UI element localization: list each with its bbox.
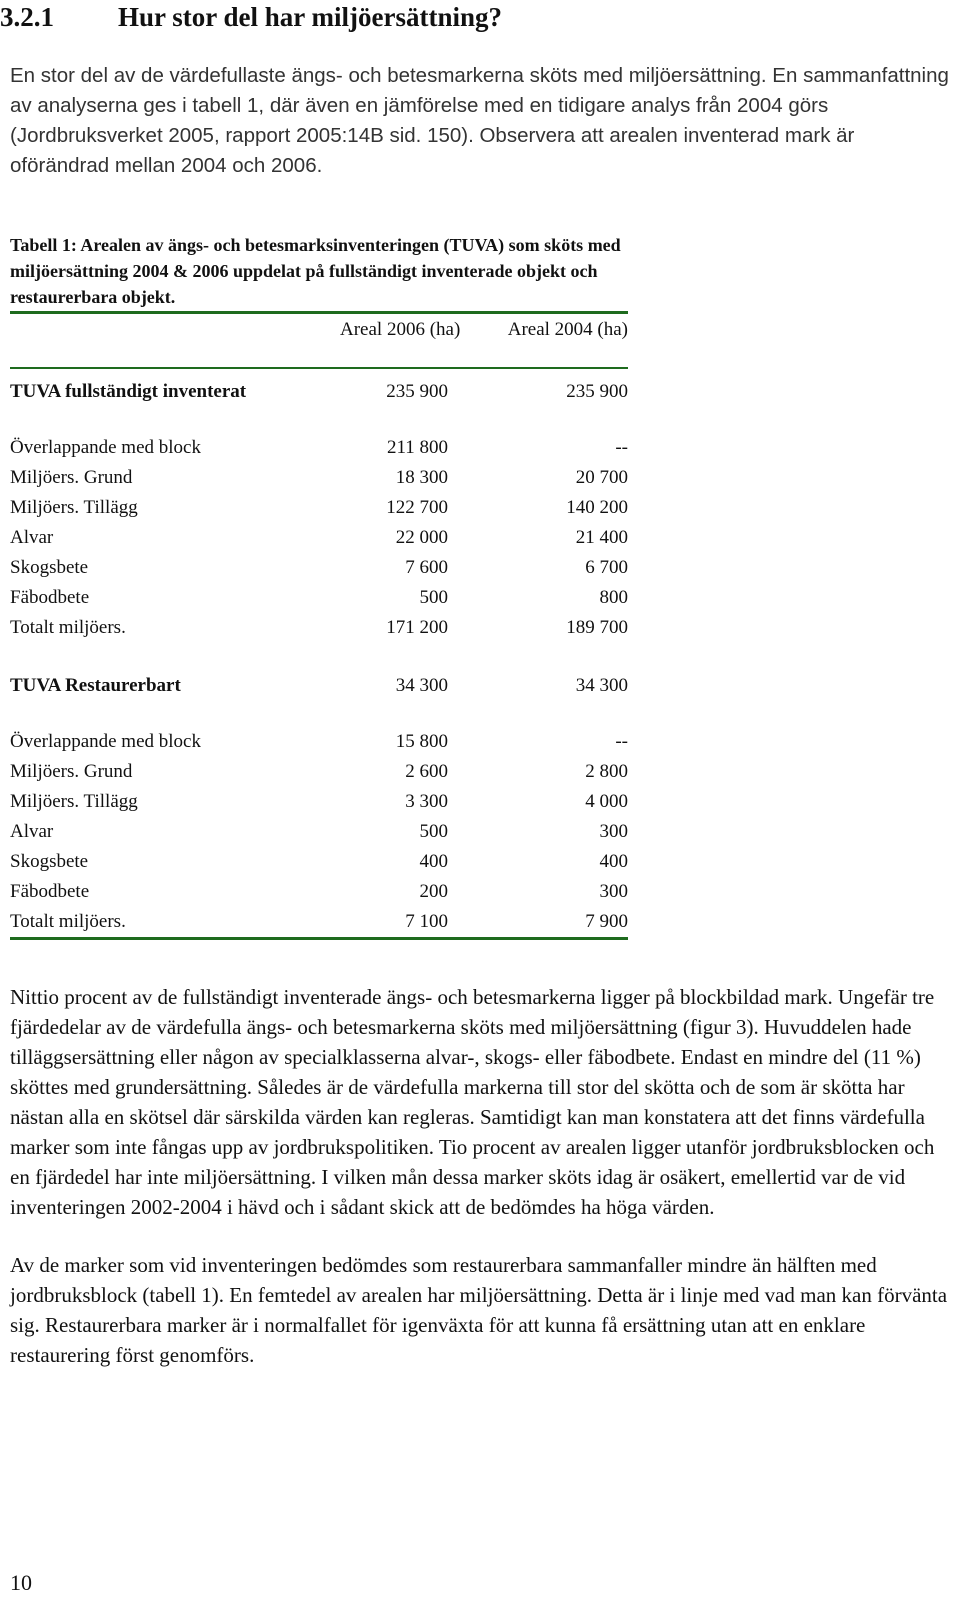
- row-label: Totalt miljöers.: [10, 617, 126, 638]
- row-value-2006: 2 600: [405, 761, 448, 782]
- row-value-2004: 2 800: [585, 761, 628, 782]
- row-value-2004: 20 700: [575, 467, 628, 488]
- table-row: [10, 787, 628, 817]
- row-value-2006: 200: [419, 881, 448, 902]
- row-label: Alvar: [10, 821, 54, 842]
- header-cell-2004: Areal 2004 (ha): [507, 319, 628, 340]
- table-caption: Tabell 1: Arealen av ängs- och betesmarksinventeringen (TUVA) som sköts med miljöersättning 2004 & 2006 uppdelat på fullständigt inventerade objekt och restaurerbara objekt.: [10, 235, 621, 307]
- table-group-row: [10, 377, 628, 407]
- row-value-2006: 15 800: [395, 731, 448, 752]
- row-value-2006: 18 300: [395, 467, 448, 488]
- row-value-2006: 500: [419, 821, 448, 842]
- row-label: Miljöers. Tillägg: [10, 497, 138, 518]
- row-value-2004: 140 200: [566, 497, 628, 518]
- group-value-2004: 235 900: [566, 381, 628, 402]
- page-number: 10: [10, 1570, 32, 1595]
- table-group-row: [10, 671, 628, 701]
- group-label: TUVA Restaurerbart: [10, 675, 181, 696]
- table-bottom-rule: [10, 937, 628, 940]
- group-value-2006: 34 300: [395, 675, 448, 696]
- table-row: [10, 757, 628, 787]
- row-value-2006: 122 700: [386, 497, 448, 518]
- row-value-2006: 7 600: [405, 557, 448, 578]
- body-paragraph: Nittio procent av de fullständigt inventerade ängs- och betesmarkerna ligger på blockbildad mark. Ungefär tre fjärdedelar av de värdefulla ängs- och betesmarkerna sköts med miljöersättning (figur 3). Huvuddelen hade tilläggsersättning eller någon av specialklasserna alvar-, skogs- eller fäbodbete. Endast en mindre del (11 %) sköttes med grundersättning. Således är de värdefulla markerna till stor del skötta och de som är skötta har nästan alla en skötsel där särskilda värden kan regleras. Samtidigt kan man konstatera att det finns värdefulla marker som inte fångas upp av jordbrukspolitiken. Tio procent av arealen ligger utanför jordbruksblocken och en fjärdedel har inte miljöersättning. I vilken mån dessa marker sköts idag är osäkert, emellertid var de vid inventeringen 2002-2004 i hävd och i sådant skick att de bedömdes ha höga värden.: [10, 985, 935, 1219]
- row-label: Totalt miljöers.: [10, 911, 126, 932]
- row-label: Överlappande med block: [10, 731, 201, 752]
- group-value-2004: 34 300: [575, 675, 628, 696]
- table-row: [10, 847, 628, 877]
- row-value-2004: 189 700: [566, 617, 628, 638]
- table-row: [10, 583, 628, 613]
- row-value-2006: 400: [419, 851, 448, 872]
- row-label: Fäbodbete: [10, 587, 90, 608]
- table-row: [10, 877, 628, 907]
- row-value-2004: 7 900: [585, 911, 628, 932]
- table-row: [10, 727, 628, 757]
- row-value-2004: --: [615, 437, 628, 458]
- body-paragraph: Av de marker som vid inventeringen bedömdes som restaurerbara sammanfaller mindre än hälften med jordbruksblock (tabell 1). En femtedel av arealen har miljöersättning. Detta är i linje med vad man kan förvänta sig. Restaurerbara marker är i normalfallet för igenväxta för att kunna få ersättning utan att en enklare restaurering först genomförs.: [10, 1253, 948, 1367]
- table-row: [10, 433, 628, 463]
- intro-text: [10, 61, 955, 181]
- table-row: [10, 463, 628, 493]
- row-value-2004: 6 700: [585, 557, 628, 578]
- table-header-row: [10, 315, 628, 345]
- row-label: Fäbodbete: [10, 881, 90, 902]
- row-value-2006: 171 200: [386, 617, 448, 638]
- table-row: [10, 523, 628, 553]
- row-value-2006: 3 300: [405, 791, 448, 812]
- row-label: Miljöers. Tillägg: [10, 791, 138, 812]
- header-cell-label: [10, 315, 340, 345]
- row-value-2004: 300: [599, 821, 628, 842]
- row-value-2004: 4 000: [585, 791, 628, 812]
- area-table: [10, 311, 628, 940]
- table-row: [10, 907, 628, 937]
- row-label: Överlappande med block: [10, 437, 201, 458]
- table-row: [10, 493, 628, 523]
- group-value-2006: 235 900: [386, 381, 448, 402]
- row-value-2006: 211 800: [386, 437, 448, 458]
- table-row: [10, 613, 628, 643]
- group-label: TUVA fullständigt inventerat: [10, 381, 247, 402]
- table-row: [10, 553, 628, 583]
- row-value-2004: 300: [599, 881, 628, 902]
- row-label: Alvar: [10, 527, 54, 548]
- intro-paragraph: En stor del av de värdefullaste ängs- och betesmarkerna sköts med miljöersättning. En sammanfattning av analyserna ges i tabell 1, där även en jämförelse med en tidigare analys från 2004 görs (Jordbruksverket 2005, rapport 2005:14B sid. 150). Observera att arealen inventerad mark är oförändrad mellan 2004 och 2006.: [10, 64, 949, 177]
- row-label: Skogsbete: [10, 557, 89, 578]
- body-text: [10, 982, 955, 1370]
- section-title: Hur stor del har miljöersättning?: [118, 2, 502, 32]
- row-value-2004: 21 400: [575, 527, 628, 548]
- header-cell-2006: Areal 2006 (ha): [340, 319, 461, 340]
- row-value-2004: 800: [599, 587, 628, 608]
- row-value-2006: 22 000: [395, 527, 448, 548]
- section-heading: [0, 0, 502, 34]
- row-label: Skogsbete: [10, 851, 89, 872]
- table-top-rule: [10, 311, 628, 314]
- section-number: 3.2.1: [0, 2, 54, 32]
- row-label: Miljöers. Grund: [10, 761, 133, 782]
- row-value-2006: 500: [419, 587, 448, 608]
- row-value-2004: --: [615, 731, 628, 752]
- row-value-2006: 7 100: [405, 911, 448, 932]
- row-label: Miljöers. Grund: [10, 467, 133, 488]
- table-row: [10, 817, 628, 847]
- row-value-2004: 400: [599, 851, 628, 872]
